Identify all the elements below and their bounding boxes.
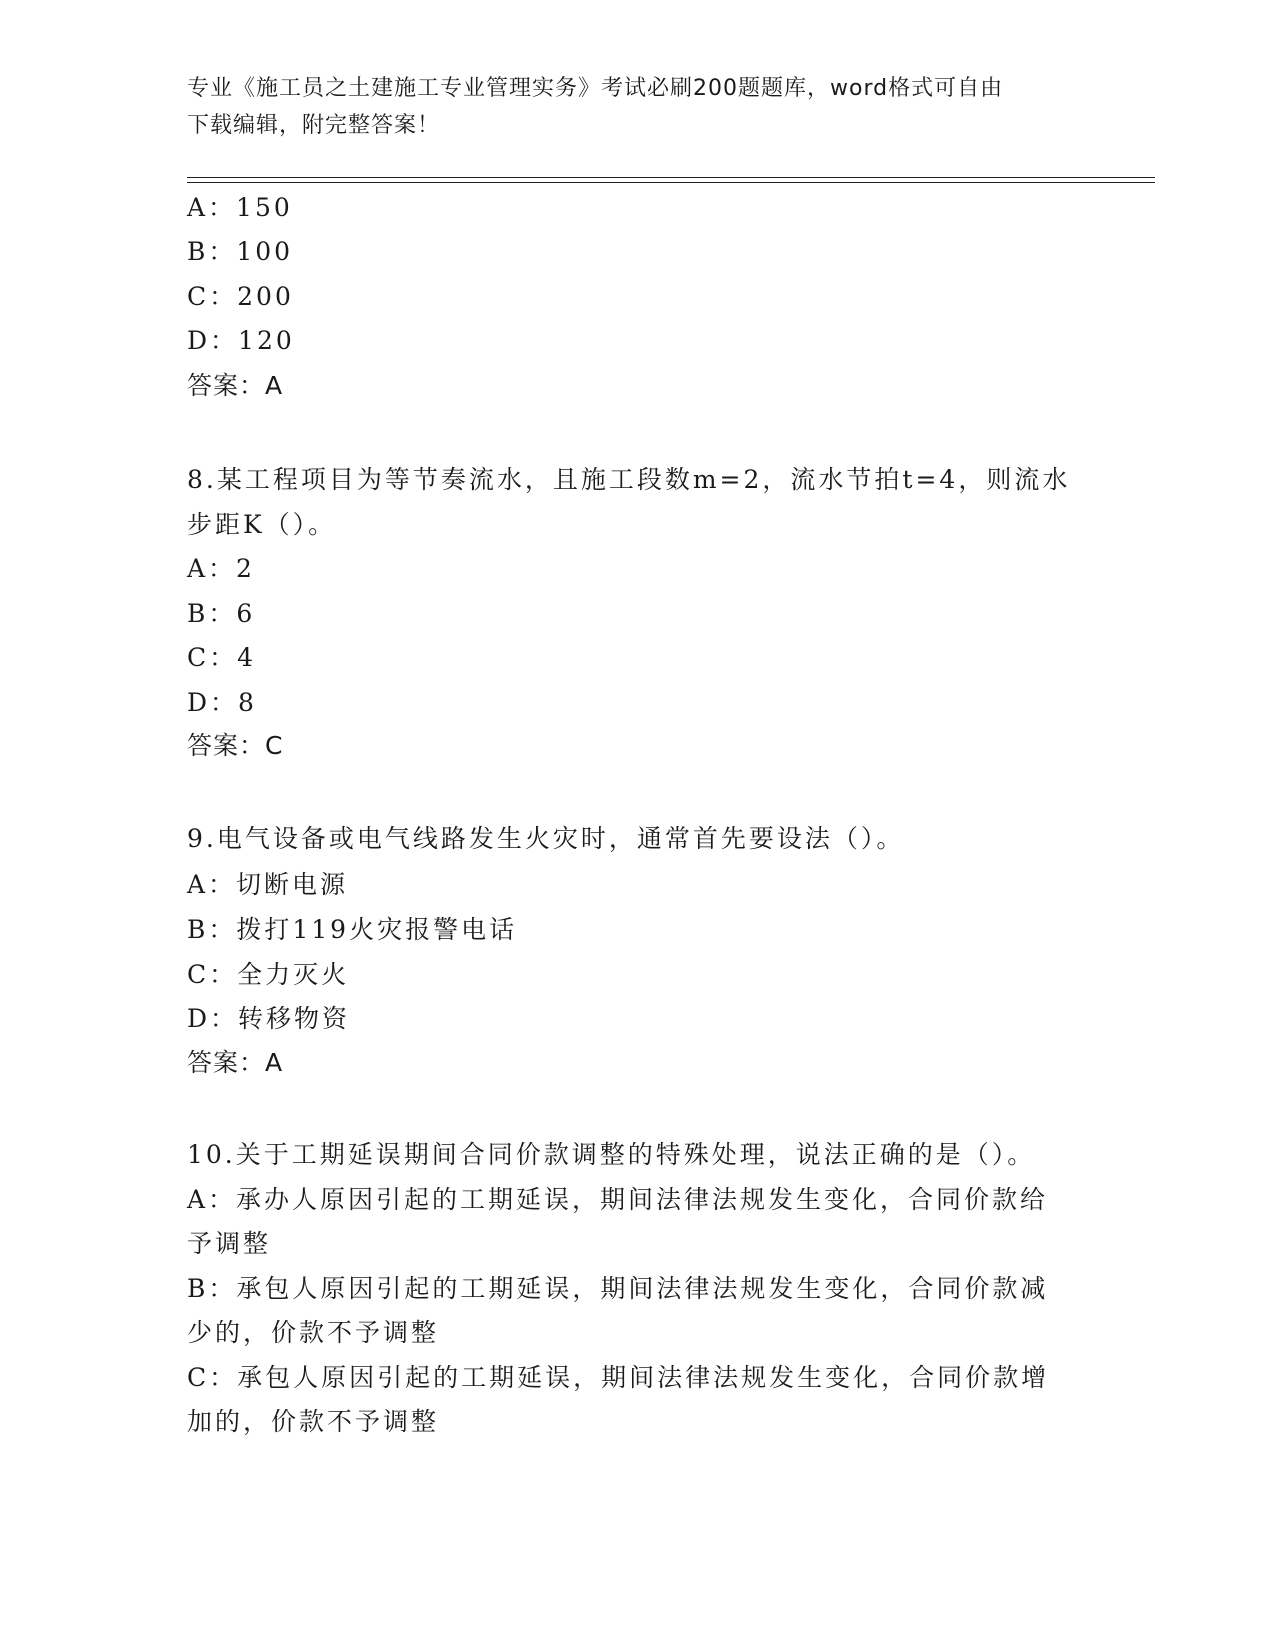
q7-option-c: C：200 <box>187 282 294 311</box>
q8-stem-line-1: 8.某工程项目为等节奏流水，且施工段数m=2，流水节拍t=4，则流水 <box>187 465 1071 494</box>
q10-option-b-line-2: 少的，价款不予调整 <box>187 1318 440 1347</box>
q10-option-c-line-2: 加的，价款不予调整 <box>187 1407 440 1436</box>
header-line-2: 下载编辑，附完整答案！ <box>187 113 441 138</box>
header-divider-bottom <box>187 182 1155 183</box>
q10-stem: 10.关于工期延误期间合同价款调整的特殊处理，说法正确的是（）。 <box>187 1140 1036 1169</box>
q10-option-b-line-1: B：承包人原因引起的工期延误，期间法律法规发生变化，合同价款减 <box>187 1274 1049 1303</box>
q8-answer: 答案：C <box>187 731 284 760</box>
q10-option-a-line-2: 予调整 <box>187 1229 272 1258</box>
document-header <box>187 70 1087 144</box>
header-divider-top <box>187 177 1155 178</box>
q9-option-a: A：切断电源 <box>187 870 349 899</box>
q7-answer: 答案：A <box>187 371 284 400</box>
q9-option-d: D：转移物资 <box>187 1004 351 1033</box>
q8-stem-line-2: 步距K（）。 <box>187 510 337 539</box>
q9-stem: 9.电气设备或电气线路发生火灾时，通常首先要设法（）。 <box>187 824 905 853</box>
q8-option-a: A：2 <box>187 554 255 583</box>
q8-option-d: D：8 <box>187 688 257 717</box>
q7-option-d: D：120 <box>187 326 295 355</box>
q7-option-a: A：150 <box>187 193 293 222</box>
q9-answer: 答案：A <box>187 1048 284 1077</box>
q10-option-a-line-1: A：承办人原因引起的工期延误，期间法律法规发生变化，合同价款给 <box>187 1185 1049 1214</box>
q9-option-c: C：全力灭火 <box>187 960 350 989</box>
q10-option-c-line-1: C：承包人原因引起的工期延误，期间法律法规发生变化，合同价款增 <box>187 1363 1050 1392</box>
q7-option-b: B：100 <box>187 237 294 266</box>
q9-option-b: B：拨打119火灾报警电话 <box>187 915 518 944</box>
header-line-1: 专业《施工员之土建施工专业管理实务》考试必刷200题题库，word格式可自由 <box>187 76 1004 101</box>
q8-option-b: B：6 <box>187 599 256 628</box>
q8-option-c: C：4 <box>187 643 257 672</box>
